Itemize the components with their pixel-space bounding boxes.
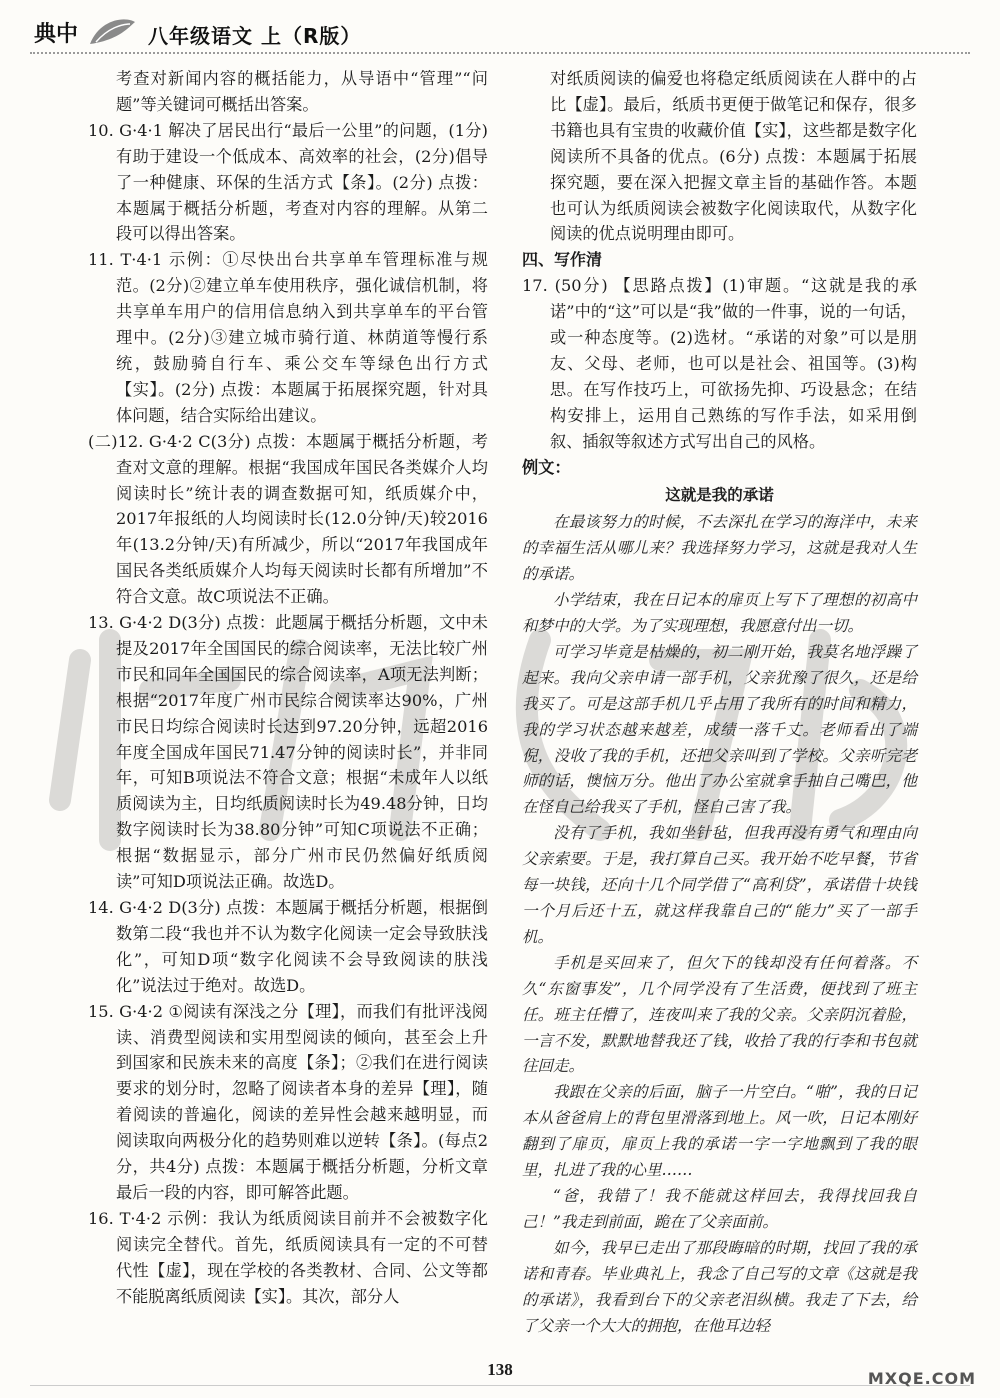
essay-paragraph: 如今，我早已走出了那段晦暗的时期，找回了我的承诺和青春。毕业典礼上，我念了自己写的文章《这就是我的承诺》，我看到台下的父亲老泪纵横。我走了下去，给了父亲一个大大的拥抱，在他耳边轻: [522, 1238, 917, 1335]
answer-16: 16. T·4·2 示例：我认为纸质阅读目前并不会被数字化阅读完全替代。首先，纸质阅读具有一定的不可替代性【虚】，现在学校的各类教材、合同、公文等都不能脱离纸质阅读【实】。其次，部分人: [88, 1208, 488, 1306]
essay-title: 这就是我的承诺: [665, 485, 774, 504]
answer-14: 14. G·4·2 D(3分) 点拨：本题属于概括分析题，根据倒数第二段“我也并不认为数字化阅读一定会导致肤浅化”，可知D项“数字化阅读不会导致阅读的肤浅化”说法过于绝对。故选D。: [88, 898, 488, 995]
answer-17: 17. (50分) 【思路点拨】(1)审题。“这就是我的承诺”中的“这”可以是“我”做的一件事，说的一句话，或一种态度等。(2)选材。“承诺的对象”可以是朋友、父母、老师，也可以是社会、祖国等。(3)构思。在写作技巧上，可欲扬先抑、巧设悬念；在结构安排上，运用自己熟练的写作手法，如采用倒叙、插叙等叙述方式写出自己的风格。: [522, 276, 917, 451]
answer-10: 10. G·4·1 解决了居民出行“最后一公里”的问题，(1分)有助于建设一个低成本、高效率的社会，(2分)倡导了一种健康、环保的生活方式【条】。(2分) 点拨：本题属于概括分析题，考查对内容的理解。从第二段可以得出答案。: [88, 120, 488, 244]
essay-paragraph: 可学习毕竟是枯燥的，初二刚开始，我莫名地浮躁了起来。我向父亲申请一部手机，父亲犹豫了很久，还是给我买了。可是这部手机几乎占用了我所有的时间和精力，我的学习状态越来越差，成绩一落千丈。老师看出了端倪，没收了我的手机，还把父亲叫到了学校。父亲听完老师的话，懊恼万分。他出了办公室就拿手抽自己嘴巴，他在怪自己给我买了手机，怪自己害了我。: [522, 642, 917, 817]
answer-15: 15. G·4·2 ①阅读有深浅之分【理】，而我们有批评浅阅读、消费型阅读和实用型阅读的倾向，甚至会上升到国家和民族未来的高度【条】；②我们在进行阅读要求的划分时，忽略了阅读者本身的差异【理】，随着阅读的普遍化，阅读的差异性会越来越明显，而阅读取向两极分化的趋势则难以逆转【条】。(每点2分，共4分) 点拨：本题属于概括分析题，分析文章最后一段的内容，即可解答此题。: [88, 1001, 488, 1202]
footer-divider: [30, 1385, 970, 1386]
essay-paragraph: 我跟在父亲的后面，脑子一片空白。“啪”，我的日记本从爸爸肩上的背包里滑落到地上。风一吹，日记本刚好翻到了扉页，扉页上我的承诺一字一字地飘到了我的眼里，扎进了我的心里……: [522, 1083, 917, 1180]
page-number: 138: [487, 1360, 513, 1379]
essay-body: [522, 510, 917, 1339]
page-header: [30, 12, 970, 54]
answer-13: 13. G·4·2 D(3分) 点拨：此题属于概括分析题，文中未提及2017年全国国民的综合阅读率，无法比较广州市民和同年全国国民的综合阅读率，A项无法判断；根据“2017年度广州市民综合阅读率达90%，广州市民日均综合阅读时长达到97.20分钟，远超2016年度全国成年国民71.47分钟的阅读时长”，并非同年，可知B项说法不符合文意；根据“未成年人以纸质阅读为主，日均纸质阅读时长为49.48分钟，日均数字阅读时长为38.80分钟”可知C项说法不正确；根据“数据显示，部分广州市民仍然偏好纸质阅读”可知D项说法正确。故选D。: [88, 613, 488, 892]
book-title: 八年级语文 上（R版）: [148, 24, 362, 48]
answer-9-continuation: 考查对新闻内容的概括能力，从导语中“管理”“问题”等关键词可概括出答案。: [116, 69, 488, 114]
right-column: [522, 66, 917, 1339]
header-divider: [30, 52, 970, 54]
corner-watermark: MXQE.COM: [867, 1369, 976, 1388]
book-logo-icon: [30, 14, 140, 50]
example-label: 例文：: [522, 457, 571, 477]
essay-paragraph: 没有了手机，我如坐针毡，但我再没有勇气和理由向父亲索要。于是，我打算自己买。我开始不吃早餐，节省每一块钱，还向十几个同学借了“高利贷”，承诺借十块钱一个月后还十五，就这样我靠自己的“能力”买了一部手机。: [522, 824, 917, 946]
svg-text:典中: 典中: [34, 22, 79, 47]
essay-paragraph: 手机是买回来了，但欠下的钱却没有任何着落。不久“东窗事发”，几个同学没有了生活费，便找到了班主任。班主任懵了，连夜叫来了我的父亲。父亲阴沉着脸，一言不发，默默地替我还了钱，收拾了我的行李和书包就往回走。: [522, 953, 917, 1076]
essay-paragraph: “爸，我错了！我不能就这样回去，我得找回我自己！”我走到前面，跪在了父亲面前。: [522, 1186, 917, 1231]
left-column: [88, 66, 488, 1310]
essay-paragraph: 在最该努力的时候，不去深扎在学习的海洋中，未来的幸福生活从哪儿来？我选择努力学习，这就是我对人生的承诺。: [522, 513, 917, 584]
answer-12: (二)12. G·4·2 C(3分) 点拨：本题属于概括分析题，考查对文意的理解。根据“我国成年国民各类媒介人均阅读时长”统计表的调查数据可知，纸质媒介中，2017年报纸的人均阅读时长(12.0分钟/天)较2016年(13.2分钟/天)有所减少，所以“2017年我国成年国民各类纸质媒介人均每天阅读时长都有所增加”不符合文意。故C项说法不正确。: [88, 431, 488, 607]
answer-11: 11. T·4·1 示例：①尽快出台共享单车管理标准与规范。(2分)②建立单车使用秩序，强化诚信机制，将共享单车用户的信用信息纳入到共享单车的平台管理中。(2分)③建立城市骑行道、林荫道等慢行系统，鼓励骑自行车、乘公交车等绿色出行方式【实】。(2分) 点拨：本题属于拓展探究题，针对具体问题，结合实际给出建议。: [88, 250, 488, 425]
essay-paragraph: 小学结束，我在日记本的扉页上写下了理想的初高中和梦中的大学。为了实现理想，我愿意付出一切。: [522, 591, 917, 636]
answer-16-continuation: 对纸质阅读的偏爱也将稳定纸质阅读在人群中的占比【虚】。最后，纸质书更便于做笔记和保存，很多书籍也具有宝贵的收藏价值【实】，这些都是数字化阅读所不具备的优点。(6分) 点拨：本题属于拓展探究题，要在深入把握文章主旨的基础作答。本题也可认为纸质阅读会被数字化阅读取代，从数字化阅读的优点说明理由即可。: [550, 69, 917, 244]
section-heading: 四、写作清: [522, 250, 603, 270]
